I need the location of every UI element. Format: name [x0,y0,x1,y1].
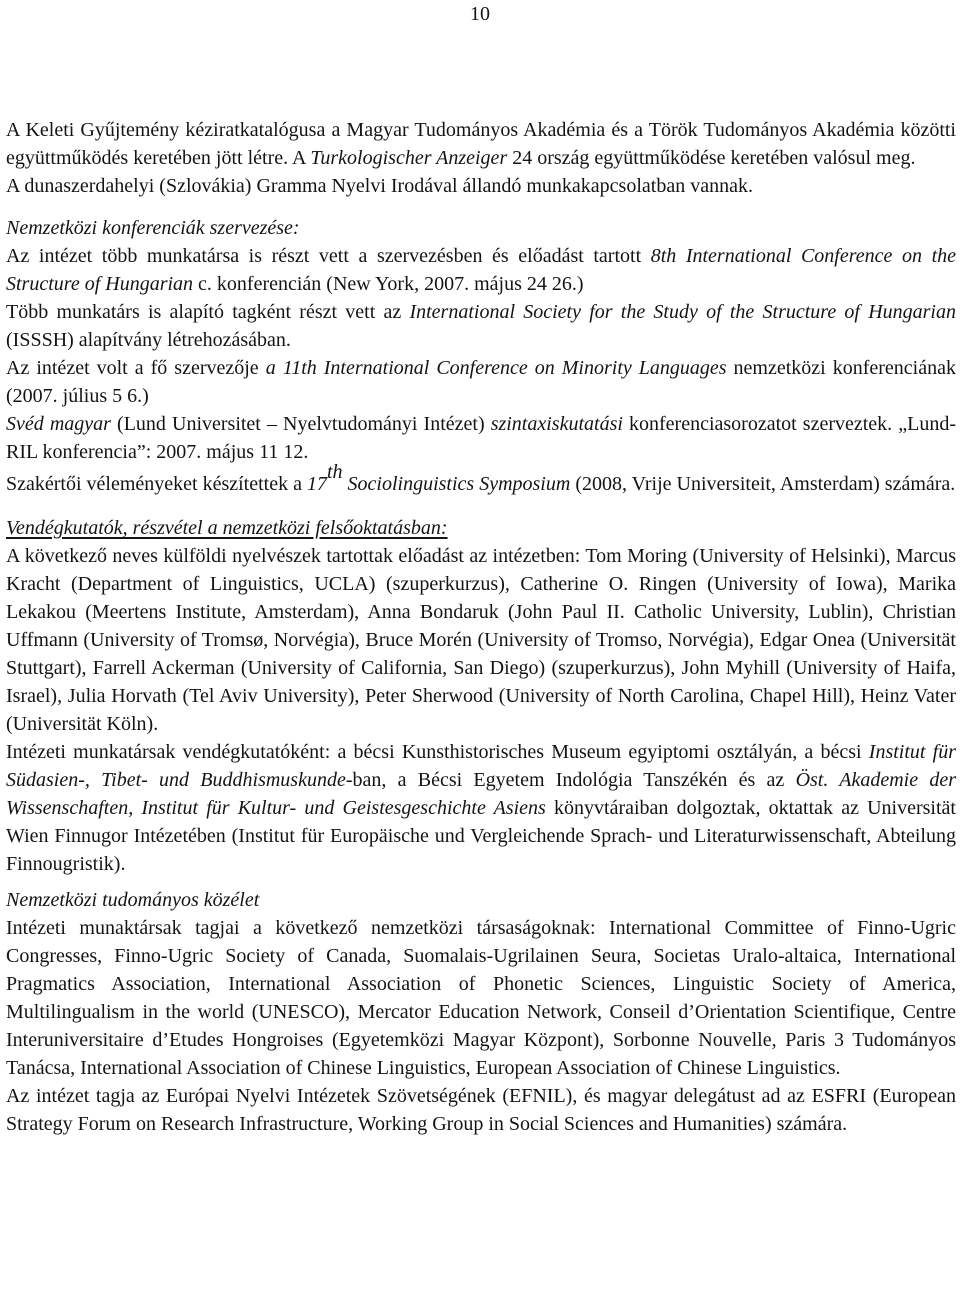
italic-run: Öst. Akademie der Wissenschaften, Institut für Kultur- und Geistesgeschichte Asiens [6,769,956,819]
text-run: könyvtáraiban dolgoztak, oktattak az Universität Wien Finnugor Intézetében (Institut für Europäische und Vergleichende Sprach- und Literaturwissenschaft, Abteilung Finnougristik). [6,797,956,875]
paragraph-efnil: Az intézet tagja az Európai Nyelvi Intézetek Szövetségének (EFNIL), és magyar delegátust ad az ESFRI (European Strategy Forum on Research Infrastructure, Working Group in Social Sciences and Humanities) számára. [6,1085,956,1135]
italic-run: 8th International Conference on the Structure of Hungarian [6,245,956,295]
text-run: (ISSSH) alapítvány létrehozásában. [6,329,291,351]
paragraph-memberships: Intézeti munaktársak tagjai a következő nemzetközi társaságoknak: International Committee of Finno-Ugric Congresses, Finno-Ugric Society of Canada, Suomalais-Ugrilainen Seura, Societas Uralo-altaica, International Pragmatics Association, International Association of Phonetic Sciences, Linguistic Society of America, Multilingualism in the world (UNESCO), Mercator Education Network, Conseil d’Orientation Scientifique, Centre Interuniversitaire d’Etudes Hongroises (Egyetemközi Magyar Központ), Sorbonne Nouvelle, Paris 3 Tudományos Tanácsa, International Association of Chinese Linguistics, European Association of Chinese Linguistics. [6,917,956,1079]
section-heading-public-life: Nemzetközi tudományos közélet [6,889,260,911]
paragraph-isssh [6,298,956,354]
italic-run: szintaxiskutatási [490,413,623,435]
text-run: Több munkatárs is alapító tagként részt vett az [6,301,410,323]
italic-run: Turkologischer Anzeiger [310,147,508,169]
text-run: (Lund Universitet – Nyelvtudományi Intézet) [110,413,491,435]
italic-run: Institut für Südasien-, Tibet- und Buddhismuskunde [6,741,956,791]
italic-run: a 11th International Conference on Minority Languages [265,357,727,379]
section-heading-guest-researchers: Vendégkutatók, részvétel a nemzetközi felsőoktatásban: [6,517,448,539]
text-run: 24 ország együttműködése keretében valósul meg. [507,147,916,169]
text-run: Az intézet több munkatársa is részt vett a szervezésben és előadást tartott [6,245,651,267]
text-run: Intézeti munkatársak vendégkutatóként: a bécsi Kunsthistorisches Museum egyiptomi osztályán, a bécsi [6,741,869,763]
text-run: -ban, a Bécsi Egyetem Indológia Tanszékén és az [345,769,796,791]
text-run: konferenciasorozatot szerveztek. „Lund-RIL konferencia”: 2007. május 11 12. [6,413,957,463]
text-run: nemzetközi konferenciának (2007. július 5 6.) [6,357,956,407]
paragraph-lund-ril [6,410,956,466]
paragraph-sociolinguistics-symposium [6,461,956,498]
italic-run: Sociolinguistics Symposium [342,473,571,495]
paragraph-guest-lecturers: A következő neves külföldi nyelvészek tartottak előadást az intézetben: Tom Moring (University of Helsinki), Marcus Kracht (Department of Linguistics, UCLA) (szuperkurzus), Catherine O. Ringen (University of Iowa), Marika Lekakou (Meertens Institute, Amsterdam), Anna Bondaruk (John Paul II. Catholic University, Lublin), Christian Uffmann (University of Tromsø, Norvégia), Bruce Morén (University of Tromso, Norvégia), Edgar Onea (Universität Stuttgart), Farrell Ackerman (University of California, San Diego) (szuperkurzus), John Myhill (University of Haifa, Israel), Julia Horvath (Tel Aviv University), Peter Sherwood (University of North Carolina, Chapel Hill), Heinz Vater (Universität Köln). [6,545,956,735]
paragraph-conference-ny [6,242,956,298]
text-run: A Keleti Gyűjtemény kéziratkatalógusa a Magyar Tudományos Akadémia és a Török Tudományos Akadémia közötti együttműködés keretében jött létre. A [6,119,956,169]
italic-run: International Society for the Study of the Structure of Hungarian [409,301,956,323]
paragraph-minority-languages [6,354,956,410]
text-run: c. konferencián (New York, 2007. május 24 26.) [193,273,584,295]
document-body [6,116,956,1138]
italic-run: 17 [306,473,327,495]
superscript-th: th [326,461,343,484]
text-run: Az intézet volt a fő szervezője [6,357,266,379]
page-number: 10 [470,3,490,25]
paragraph-staff-guest-research [6,738,956,878]
paragraph-manuscript-catalogue [6,116,956,172]
italic-run: Svéd magyar [6,413,111,435]
text-run: Szakértői véleményeket készítettek a [6,473,307,495]
section-heading-conferences: Nemzetközi konferenciák szervezése: [6,217,300,239]
paragraph-gramma-office: A dunaszerdahelyi (Szlovákia) Gramma Nyelvi Irodával állandó munkakapcsolatban vannak. [6,175,753,197]
text-run: (2008, Vrije Universiteit, Amsterdam) számára. [570,473,956,495]
